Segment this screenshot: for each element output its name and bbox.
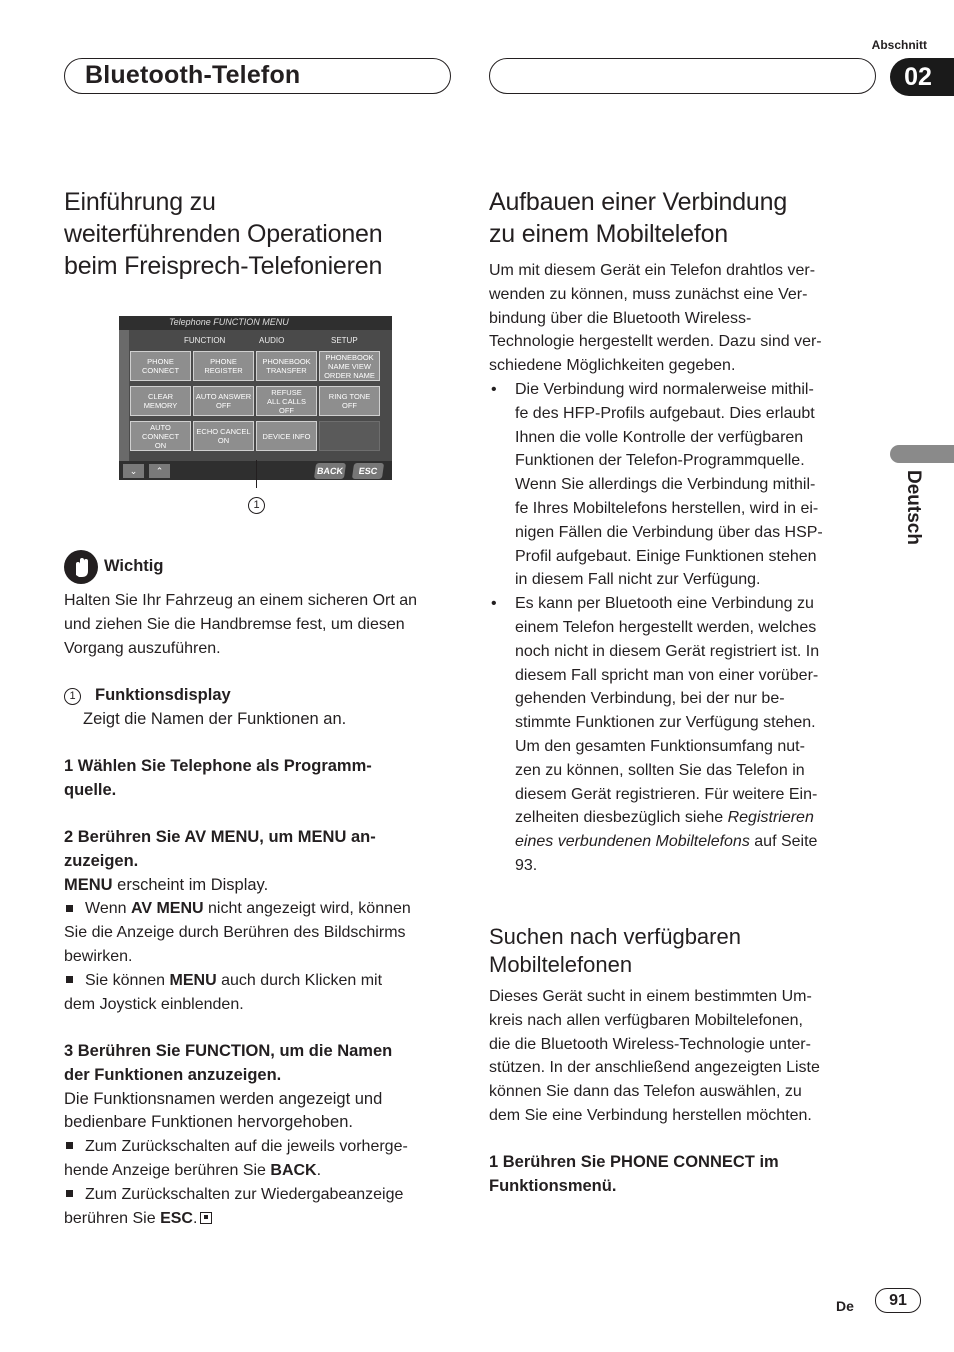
note-square-icon [66, 1142, 73, 1149]
right-step-1: 1 Berühren Sie PHONE CONNECT im Funktionsmenü. [489, 1153, 779, 1195]
left-heading [64, 186, 454, 282]
bullet-2: • Es kann per Bluetooth eine Verbindung zu einem Telefon hergestellt werden, welches noch nicht in diesem Gerät registriert ist. In diesem Fall spricht man von einer vorüber- gehenden Verbindung, bei der nur be- stimmte Funktionen zur Verfügung stehen. Um den gesamten Funktionsumfang nut- zen zu können, sollten Sie das Telefon in diesem Gerät registrieren. Für weitere Ein- zelheiten diesbezüglich siehe Registrieren eines verbundenen Mobiltelefons auf Seite 93. [489, 592, 881, 878]
screen-button: AUTO ANSWER OFF [193, 386, 254, 416]
bullet-dot-icon: • [491, 380, 497, 398]
screen-title-bar: Telephone FUNCTION MENU [119, 316, 392, 330]
bullet-1: • Die Verbindung wird normalerweise mithil- fe des HFP-Profils aufgebaut. Dies erlaubt Ihnen die volle Kontrolle der verfügbaren Funktionen der Telefon-Programmquelle. Wenn Sie allerdings die Verbindung mithil- fe Ihres Mobiltelefons herstellen, wird in ei- nigen Fällen die Verbindung über das HSP- Profil aufgebaut. Einige Funktionen stehen in diesem Fall nicht zur Verfügung. [489, 378, 881, 592]
screen-button: PHONEBOOK NAME VIEW ORDER NAME [319, 351, 380, 381]
screen-button: REFUSE ALL CALLS OFF [256, 386, 317, 416]
wichtig-text: Halten Sie Ihr Fahrzeug an einem sicheren Ort an und ziehen Sie die Handbremse fest, um diesen Vorgang auszuführen. [64, 592, 418, 657]
left-heading-line: beim Freisprech-Telefonieren [64, 252, 383, 280]
screen-left-edge [119, 316, 129, 480]
callout-line [256, 460, 257, 488]
screen-button: AUTO CONNECT ON [130, 421, 191, 451]
right-intro: Um mit diesem Gerät ein Telefon drahtlos ver- wenden zu können, muss zunächst eine Ver- bindung über die Bluetooth Wireless- Technologie hergestellt werden. Dazu sind ver- schiedene Möglichkeiten gegeben. • Die Verbindung wird normalerweise mithil- fe des HFP-Profils aufgebaut. Dies erlaubt Ihnen die volle Kontrolle der verfügbaren Funktionen der Telefon-Programmquelle. Wenn Sie allerdings die Verbindung mithil- fe Ihres Mobiltelefons herstellen, wird in ei- nigen Fällen die Verbindung über das HSP- Profil aufgebaut. Einige Funktionen stehen in diesem Fall nicht zur Verfügung. • Es kann per Bluetooth eine Verbindung zu einem Telefon hergestellt werden, welches noch nicht in diesem Gerät registriert ist. In diesem Fall spricht man von einer vorüber- gehenden Verbindung, bei der nur be- stimmte Funktionen zur Verfügung stehen. Um den gesamten Funktionsumfang nut- zen zu können, sollten Sie das Telefon in diesem Gerät registrieren. Für weitere Ein- zelheiten diesbezüglich siehe Registrieren eines verbundenen Mobiltelefons auf Seite 93. [489, 259, 881, 878]
screen-button: CLEAR MEMORY [130, 386, 191, 416]
note-square-icon [66, 1190, 73, 1197]
right-sub-body: Dieses Gerät sucht in einem bestimmten Um- kreis nach allen verfügbaren Mobiltelefonen, die die Bluetooth Wireless-Technologie unter- stützen. In der anschließend angezeigten Liste können Sie dann das Telefon auswählen, zu dem Sie eine Verbindung herstellen möchten. [489, 988, 820, 1124]
language-tab [890, 445, 954, 463]
bullet-dot-icon: • [491, 595, 497, 613]
right-heading: Aufbauen einer Verbindung zu einem Mobiltelefon [489, 188, 788, 248]
screen-tab-function: FUNCTION [184, 336, 226, 345]
chevron-down-icon: ⌄ [123, 464, 144, 478]
screen-button: RING TONE OFF [319, 386, 380, 416]
footer-language: De [836, 1298, 854, 1314]
wichtig-label: Wichtig [104, 557, 164, 575]
chevron-up-icon: ⌃ [149, 464, 170, 478]
screen-button-empty [319, 421, 380, 451]
screen-tab-audio: AUDIO [259, 336, 285, 345]
screen-button: PHONE CONNECT [130, 351, 191, 381]
warning-hand-icon [64, 550, 98, 584]
left-heading-line: weiterführenden Operationen [64, 220, 383, 248]
cross-reference: eines verbundenen Mobiltelefons [515, 833, 750, 851]
left-heading-line: Einführung zu [64, 188, 216, 216]
left-step-2: 2 Berühren Sie AV MENU, um MENU an- zuzeigen. MENU erscheint im Display. Wenn AV MENU nicht angezeigt wird, können Sie die Anzeige durch Berühren des Bildschirms bewirken. Sie können MENU auch durch Klicken mit dem Joystick einblenden. [64, 826, 456, 1016]
note-square-icon [66, 976, 73, 983]
left-step-3: 3 Berühren Sie FUNCTION, um die Namen der Funktionen anzuzeigen. Die Funktionsnamen werden angezeigt und bedienbare Funktionen hervorgehoben. Zum Zurückschalten auf die jeweils vorherge- hende Anzeige berühren Sie BACK. Zum Zurückschalten zur Wiedergabeanzeige berühren Sie ESC. [64, 1040, 456, 1230]
screen-button: DEVICE INFO [256, 421, 317, 451]
section-title: Bluetooth-Telefon [85, 61, 301, 89]
screen-tabs [179, 336, 389, 348]
screen-button: PHONE REGISTER [193, 351, 254, 381]
header-empty-box [489, 58, 876, 94]
screen-tab-setup: SETUP [331, 336, 358, 345]
screen-button: PHONEBOOK TRANSFER [256, 351, 317, 381]
step-3-note-2: Zum Zurückschalten zur Wiedergabeanzeige berühren Sie ESC. [64, 1185, 404, 1227]
side-language-label: Deutsch [903, 470, 924, 545]
screen-esc-button: ESC [352, 463, 384, 479]
note-square-icon [66, 905, 73, 912]
section-title-box [64, 58, 451, 94]
callout-marker: 1 [248, 496, 265, 514]
screen-button: ECHO CANCEL ON [193, 421, 254, 451]
callout-title: Funktionsdisplay [95, 686, 231, 704]
abschnitt-label: Abschnitt [871, 38, 927, 52]
end-mark-icon [200, 1212, 212, 1224]
callout-desc: Zeigt die Namen der Funktionen an. [83, 709, 347, 728]
step-2-note-1: Wenn AV MENU nicht angezeigt wird, können Sie die Anzeige durch Berühren des Bildschirms bewirken. [64, 900, 411, 965]
step-3-note-1: Zum Zurückschalten auf die jeweils vorherge- hende Anzeige berühren Sie BACK. [64, 1138, 408, 1179]
screen-back-button: BACK [314, 463, 346, 479]
left-step-1: 1 Wählen Sie Telephone als Programm- quelle. [64, 757, 372, 799]
chapter-number: 02 [890, 58, 954, 96]
page-number: 91 [875, 1288, 921, 1313]
cross-reference: Registrieren [727, 809, 814, 827]
right-subheading: Suchen nach verfügbaren Mobiltelefonen [489, 924, 741, 977]
step-2-note-2: Sie können MENU auch durch Klicken mit dem Joystick einblenden. [64, 971, 383, 1013]
function-menu-screenshot [119, 316, 392, 480]
callout-description: 1 Funktionsdisplay Zeigt die Namen der Funktionen an. [64, 684, 456, 732]
